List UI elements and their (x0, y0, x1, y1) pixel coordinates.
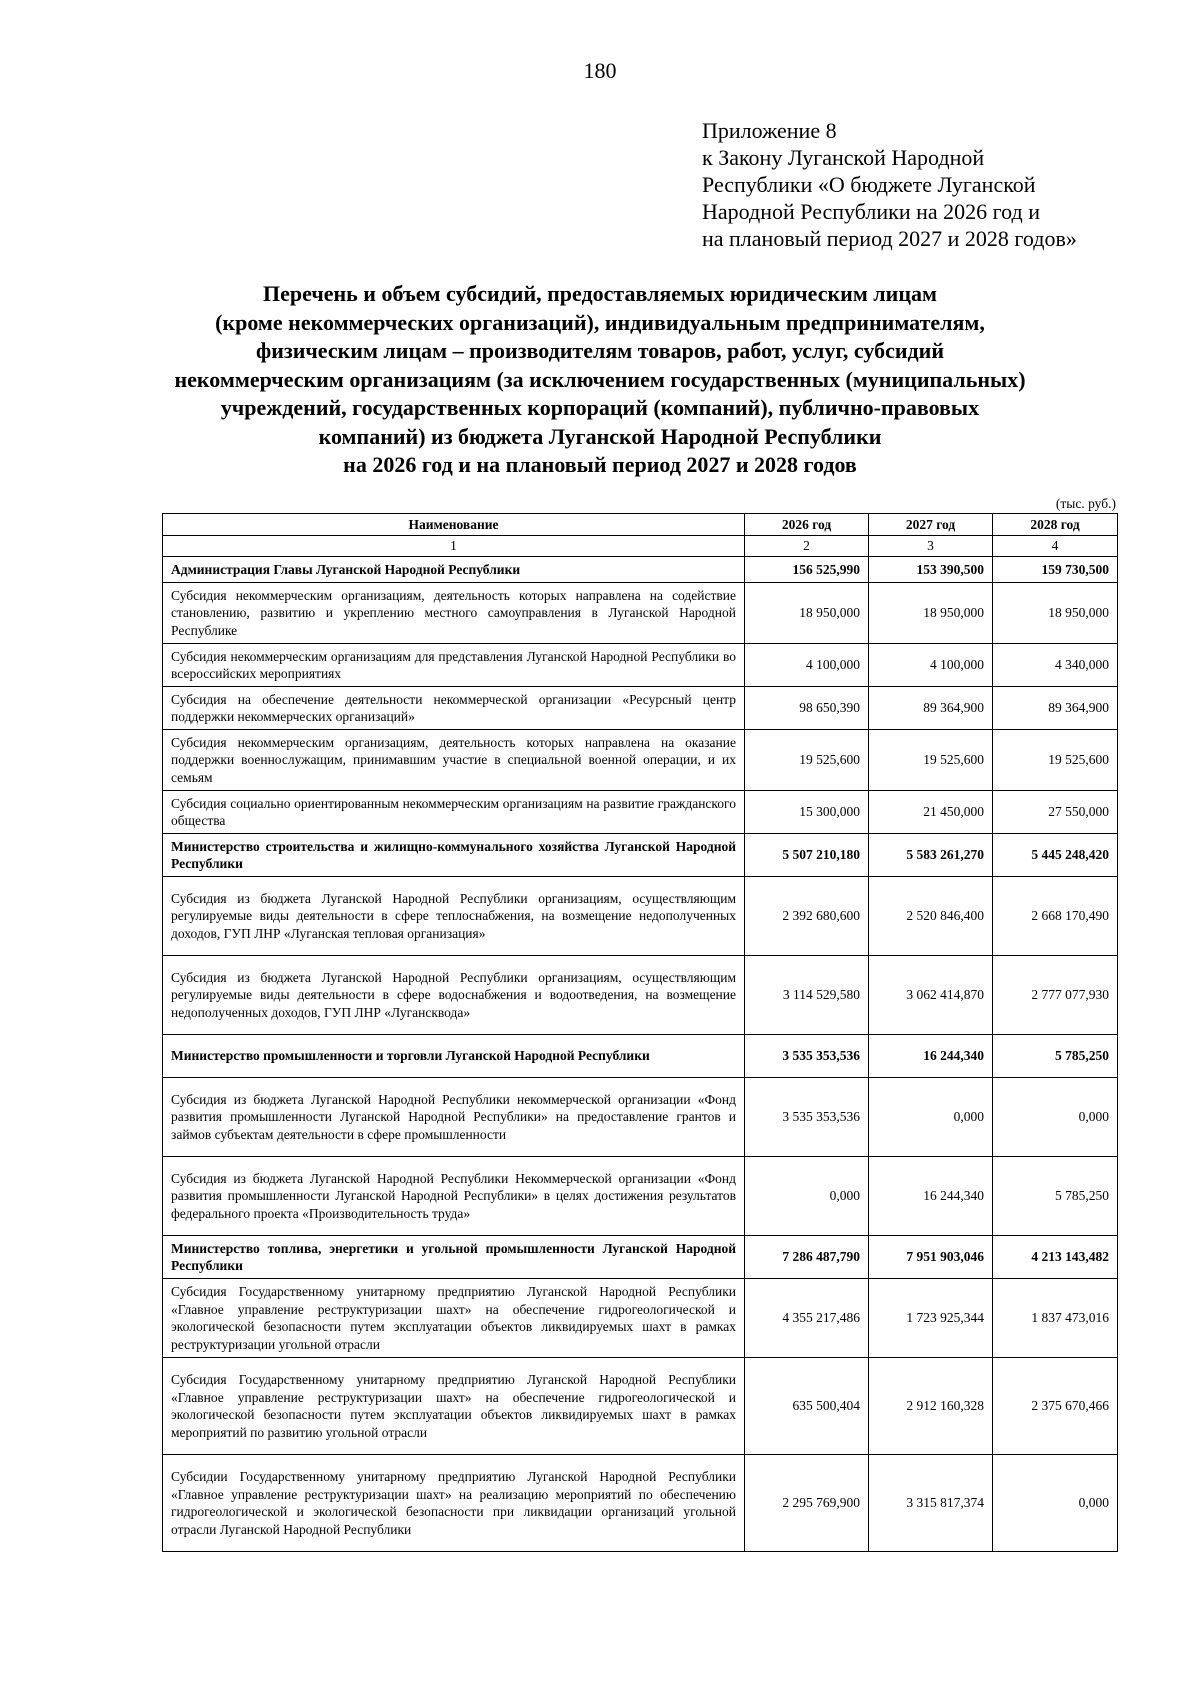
value-2027: 18 950,000 (869, 583, 993, 644)
column-index: 3 (869, 536, 993, 557)
value-2028: 89 364,900 (993, 687, 1118, 730)
unit-label: (тыс. руб.) (1055, 496, 1116, 511)
title-line: Перечень и объем субсидий, предоставляемых юридическим лицам (263, 281, 937, 306)
row-name: Субсидия Государственному унитарному предприятию Луганской Народной Республики «Главное управление реструктуризации шахт» на обеспечение гидрогеологической и экологической безопасности путем эксплуатации объектов ликвидируемых шахт в рамках реструктуризации угольной отрасли (163, 1279, 745, 1358)
title-line: физическим лицам – производителям товаров, работ, услуг, субсидий (255, 338, 945, 363)
value-2027: 5 583 261,270 (869, 834, 993, 877)
subsidy-row (163, 644, 1118, 687)
value-2026: 635 500,404 (745, 1358, 869, 1455)
row-name: Субсидии Государственному унитарному предприятию Луганской Народной Республики «Главное управление реструктуризации шахт» на реализацию мероприятий по обеспечению гидрогеологической и экологической безопасности при ликвидации организаций угольной отрасли Луганской Народной Республики (163, 1455, 745, 1552)
appendix-line: к Закону Луганской Народной (702, 145, 985, 170)
value-2027: 16 244,340 (869, 1157, 993, 1236)
row-name: Субсидия на обеспечение деятельности некоммерческой организации «Ресурсный центр поддержки некоммерческих организаций» (163, 687, 745, 730)
value-2027: 21 450,000 (869, 791, 993, 834)
row-name: Министерство строительства и жилищно-коммунального хозяйства Луганской Народной Республики (163, 834, 745, 877)
value-2027: 3 062 414,870 (869, 956, 993, 1035)
value-2026: 19 525,600 (745, 730, 869, 791)
department-row (163, 557, 1118, 583)
row-name: Субсидия некоммерческим организациям для представления Луганской Народной Республики во всероссийских мероприятиях (163, 644, 745, 687)
value-2028: 5 445 248,420 (993, 834, 1118, 877)
title-line: некоммерческим организациям (за исключением государственных (муниципальных) (174, 366, 1026, 392)
value-2026: 4 100,000 (745, 644, 869, 687)
row-name: Субсидия некоммерческим организациям, деятельность которых направлена на оказание поддержки военнослужащим, принимавшим участие в специальной военной операции, и их семьям (163, 730, 745, 791)
department-row (163, 834, 1118, 877)
subsidy-row (163, 1455, 1118, 1552)
subsidy-row (163, 1078, 1118, 1157)
value-2027: 1 723 925,344 (869, 1279, 993, 1358)
value-2026: 7 286 487,790 (745, 1236, 869, 1279)
value-2028: 4 213 143,482 (993, 1236, 1118, 1279)
title-line: учреждений, государственных корпораций (компаний), публично-правовых (220, 395, 980, 420)
department-row (163, 1236, 1118, 1279)
value-2028: 18 950,000 (993, 583, 1118, 644)
subsidy-row (163, 687, 1118, 730)
column-index: 4 (993, 536, 1118, 557)
row-name: Министерство топлива, энергетики и угольной промышленности Луганской Народной Республики (163, 1236, 745, 1279)
value-2027: 4 100,000 (869, 644, 993, 687)
value-2027: 153 390,500 (869, 557, 993, 583)
value-2026: 3 114 529,580 (745, 956, 869, 1035)
header-name: Наименование (163, 514, 745, 536)
value-2026: 2 295 769,900 (745, 1455, 869, 1552)
value-2027: 89 364,900 (869, 687, 993, 730)
subsidy-row (163, 583, 1118, 644)
value-2028: 5 785,250 (993, 1035, 1118, 1078)
value-2026: 4 355 217,486 (745, 1279, 869, 1358)
subsidy-row (163, 1279, 1118, 1358)
row-name: Субсидия некоммерческим организациям, деятельность которых направлена на содействие становлению, развитию и укреплению местного самоуправления в Луганской Народной Республике (163, 583, 745, 644)
column-index: 1 (163, 536, 745, 557)
column-index: 2 (745, 536, 869, 557)
title-line: (кроме некоммерческих организаций), индивидуальным предпринимателям, (215, 309, 985, 335)
value-2026: 2 392 680,600 (745, 877, 869, 956)
value-2026: 3 535 353,536 (745, 1035, 869, 1078)
value-2026: 156 525,990 (745, 557, 869, 583)
row-name: Министерство промышленности и торговли Луганской Народной Республики (163, 1035, 745, 1078)
value-2028: 159 730,500 (993, 557, 1118, 583)
value-2026: 0,000 (745, 1157, 869, 1236)
header-2026: 2026 год (745, 514, 869, 536)
appendix-line: Народной Республики на 2026 год и (702, 199, 1040, 224)
appendix-line: Приложение 8 (702, 118, 837, 143)
subsidy-row (163, 1157, 1118, 1236)
department-row (163, 1035, 1118, 1078)
header-2028: 2028 год (993, 514, 1118, 536)
page-number: 180 (583, 58, 617, 83)
value-2026: 3 535 353,536 (745, 1078, 869, 1157)
value-2028: 19 525,600 (993, 730, 1118, 791)
title-line: компаний) из бюджета Луганской Народной Республики (318, 423, 882, 449)
value-2027: 16 244,340 (869, 1035, 993, 1078)
row-name: Субсидия социально ориентированным некоммерческим организациям на развитие гражданского общества (163, 791, 745, 834)
value-2026: 5 507 210,180 (745, 834, 869, 877)
value-2027: 19 525,600 (869, 730, 993, 791)
value-2027: 0,000 (869, 1078, 993, 1157)
value-2028: 2 375 670,466 (993, 1358, 1118, 1455)
value-2026: 18 950,000 (745, 583, 869, 644)
subsidy-row (163, 1358, 1118, 1455)
row-name: Субсидия Государственному унитарному предприятию Луганской Народной Республики «Главное управление реструктуризации шахт» на обеспечение гидрогеологической и экологической безопасности путем эксплуатации объектов ликвидируемых шахт в рамках мероприятий по развитию угольной отрасли (163, 1358, 745, 1455)
column-index-row (163, 536, 1118, 557)
appendix-note (702, 117, 1172, 252)
value-2026: 98 650,390 (745, 687, 869, 730)
value-2028: 2 777 077,930 (993, 956, 1118, 1035)
value-2027: 2 912 160,328 (869, 1358, 993, 1455)
row-name: Субсидия из бюджета Луганской Народной Республики организациям, осуществляющим регулируемые виды деятельности в сфере водоснабжения и водоотведения, на возмещение недополученных доходов, ГУП ЛНР «Лугансквода» (163, 956, 745, 1035)
appendix-line: на плановый период 2027 и 2028 годов» (702, 226, 1077, 251)
document-title (100, 280, 1100, 480)
row-name: Администрация Главы Луганской Народной Республики (163, 557, 745, 583)
value-2027: 7 951 903,046 (869, 1236, 993, 1279)
subsidy-row (163, 730, 1118, 791)
row-name: Субсидия из бюджета Луганской Народной Республики Некоммерческой организации «Фонд развития промышленности Луганской Народной Республики» в целях достижения результатов федерального проекта «Производительность труда» (163, 1157, 745, 1236)
value-2026: 15 300,000 (745, 791, 869, 834)
row-name: Субсидия из бюджета Луганской Народной Республики некоммерческой организации «Фонд развития промышленности Луганской Народной Республики» на предоставление грантов и займов субъектам деятельности в сфере промышленности (163, 1078, 745, 1157)
value-2028: 5 785,250 (993, 1157, 1118, 1236)
subsidies-table (162, 513, 1118, 1552)
value-2028: 27 550,000 (993, 791, 1118, 834)
value-2028: 0,000 (993, 1455, 1118, 1552)
title-line: на 2026 год и на плановый период 2027 и 2028 годов (343, 452, 857, 477)
row-name: Субсидия из бюджета Луганской Народной Республики организациям, осуществляющим регулируемые виды деятельности в сфере теплоснабжения, на возмещение недополученных доходов, ГУП ЛНР «Луганская тепловая организация» (163, 877, 745, 956)
subsidy-row (163, 791, 1118, 834)
header-2027: 2027 год (869, 514, 993, 536)
subsidy-row (163, 956, 1118, 1035)
value-2028: 4 340,000 (993, 644, 1118, 687)
value-2027: 3 315 817,374 (869, 1455, 993, 1552)
value-2028: 0,000 (993, 1078, 1118, 1157)
value-2028: 1 837 473,016 (993, 1279, 1118, 1358)
appendix-line: Республики «О бюджете Луганской (702, 172, 1036, 197)
value-2027: 2 520 846,400 (869, 877, 993, 956)
header-row (163, 514, 1118, 536)
value-2028: 2 668 170,490 (993, 877, 1118, 956)
subsidy-row (163, 877, 1118, 956)
